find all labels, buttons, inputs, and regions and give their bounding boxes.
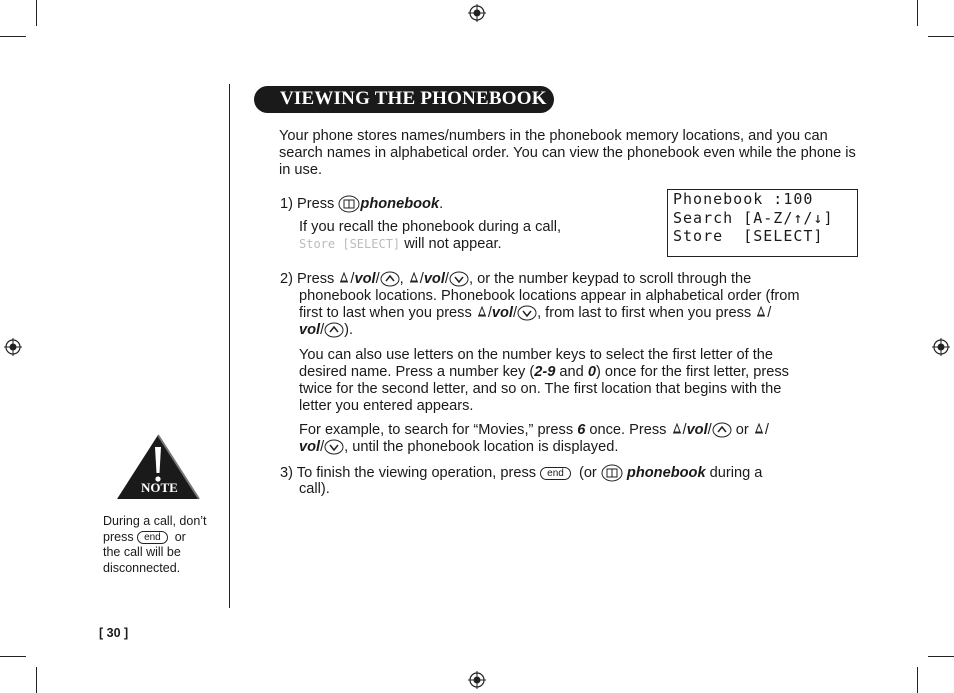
step-text: If you recall the phonebook during a call,	[299, 219, 562, 235]
registration-mark-icon	[4, 338, 22, 356]
section-title: VIEWING THE PHONEBOOK	[280, 88, 547, 109]
registration-mark-icon	[468, 671, 486, 689]
step-text: first to last when you press	[299, 305, 472, 321]
intro-paragraph: Your phone stores names/numbers in the phonebook memory locations, and you can search names in alphabetical order. You can view the phonebook even while the phone is in use.	[279, 128, 856, 178]
note-line: press	[103, 529, 134, 544]
step-text: twice for the second letter, and so on. The first location that begins with the	[299, 381, 782, 397]
step-text: ).	[344, 322, 354, 338]
crop-mark	[36, 667, 37, 693]
step-text: phonebook locations. Phonebook locations appear in alphabetical order (from	[299, 288, 800, 304]
step-text: and	[559, 364, 584, 380]
note-line: During a call, don’t	[103, 514, 207, 528]
step-text: during a	[709, 464, 763, 481]
phonebook-key-icon	[338, 195, 360, 213]
crop-mark	[0, 656, 26, 657]
key-label: phonebook	[626, 464, 706, 481]
end-key-icon: end	[540, 467, 571, 480]
bell-icon	[408, 272, 420, 286]
bell-icon	[755, 306, 767, 320]
key-label: vol	[491, 305, 513, 321]
step-text: , or the number keypad to scroll through the	[468, 271, 752, 287]
bell-icon	[476, 306, 488, 320]
crop-mark	[917, 0, 918, 26]
lcd-line: Phonebook :100	[673, 190, 814, 208]
section-banner	[254, 86, 554, 113]
key-label: 6	[577, 422, 586, 438]
key-label: phonebook	[360, 195, 440, 212]
step-text: For example, to search for “Movies,” press	[299, 422, 574, 438]
step-2-paragraph-2	[299, 347, 864, 415]
registration-mark-icon	[932, 338, 950, 356]
step-text: ) once for the first letter, press	[595, 364, 789, 380]
lcd-line: Store [SELECT]	[673, 227, 824, 245]
key-label: vol	[423, 271, 445, 287]
column-divider	[229, 84, 230, 608]
up-arrow-key-icon	[324, 322, 344, 338]
key-label: 0	[587, 364, 596, 380]
step-text: will not appear.	[404, 236, 502, 252]
bell-icon	[338, 272, 350, 286]
step-text: desired name. Press a number key (	[299, 364, 535, 380]
step-number: 2)	[280, 271, 293, 287]
step-2: 2) Press /vol/ , /vol/ , or the number keypad to scroll through the	[280, 271, 752, 287]
step-3-cont: call).	[299, 481, 330, 497]
up-arrow-key-icon	[380, 271, 400, 287]
bell-icon	[753, 423, 765, 437]
phonebook-key-icon	[601, 464, 623, 482]
step-text: letter you entered appears.	[299, 398, 474, 414]
step-text: You can also use letters on the number keys to select the first letter of the	[299, 347, 774, 363]
down-arrow-key-icon	[324, 439, 344, 455]
page-number: [ 30 ]	[99, 626, 129, 640]
step-2-paragraph-3: For example, to search for “Movies,” press 6 once. Press /vol/ or / vol/ , until the phonebook location is displayed.	[299, 422, 769, 455]
key-label: 2-9	[534, 364, 556, 380]
step-text: To finish the viewing operation, press	[296, 464, 537, 481]
crop-mark	[928, 656, 954, 657]
registration-mark-icon	[468, 4, 486, 22]
step-text: or	[735, 422, 749, 438]
key-label: vol	[686, 422, 708, 438]
crop-mark	[36, 0, 37, 26]
faint-display-text: Store [SELECT]	[299, 237, 401, 251]
step-2-body: phonebook locations. Phonebook locations appear in alphabetical order (from first to last when you press /vol/ , from last to first when you press / vol/ ).	[299, 288, 864, 339]
note-line: disconnected.	[103, 560, 181, 575]
down-arrow-key-icon	[449, 271, 469, 287]
step-3	[280, 464, 860, 482]
crop-mark	[0, 36, 26, 37]
key-label: vol	[299, 322, 321, 338]
crop-mark	[928, 36, 954, 37]
crop-mark	[917, 667, 918, 693]
step-text: once. Press	[589, 422, 667, 438]
step-number: 3)	[280, 464, 293, 481]
step-text: Press	[297, 195, 335, 212]
note-line: the call will be	[103, 545, 181, 559]
key-label: vol	[354, 271, 376, 287]
step-1-note	[299, 219, 659, 253]
down-arrow-key-icon	[517, 305, 537, 321]
step-text: , from last to first when you press	[537, 305, 752, 321]
key-label: vol	[299, 439, 321, 455]
note-badge-label: NOTE	[141, 480, 178, 495]
end-key-icon: end	[137, 531, 168, 544]
step-text: (or	[578, 464, 597, 481]
lcd-line: Search [A-Z/↑/↓]	[673, 208, 834, 227]
up-arrow-key-icon	[712, 422, 732, 438]
note-line: or	[174, 529, 186, 544]
step-text: Press	[297, 271, 335, 287]
note-text	[103, 514, 228, 576]
bell-icon	[671, 423, 683, 437]
step-number: 1)	[280, 195, 293, 212]
step-text: , until the phonebook location is displayed.	[344, 439, 619, 455]
step-1: 1) Press phonebook.	[280, 195, 444, 212]
lcd-display	[667, 189, 858, 257]
